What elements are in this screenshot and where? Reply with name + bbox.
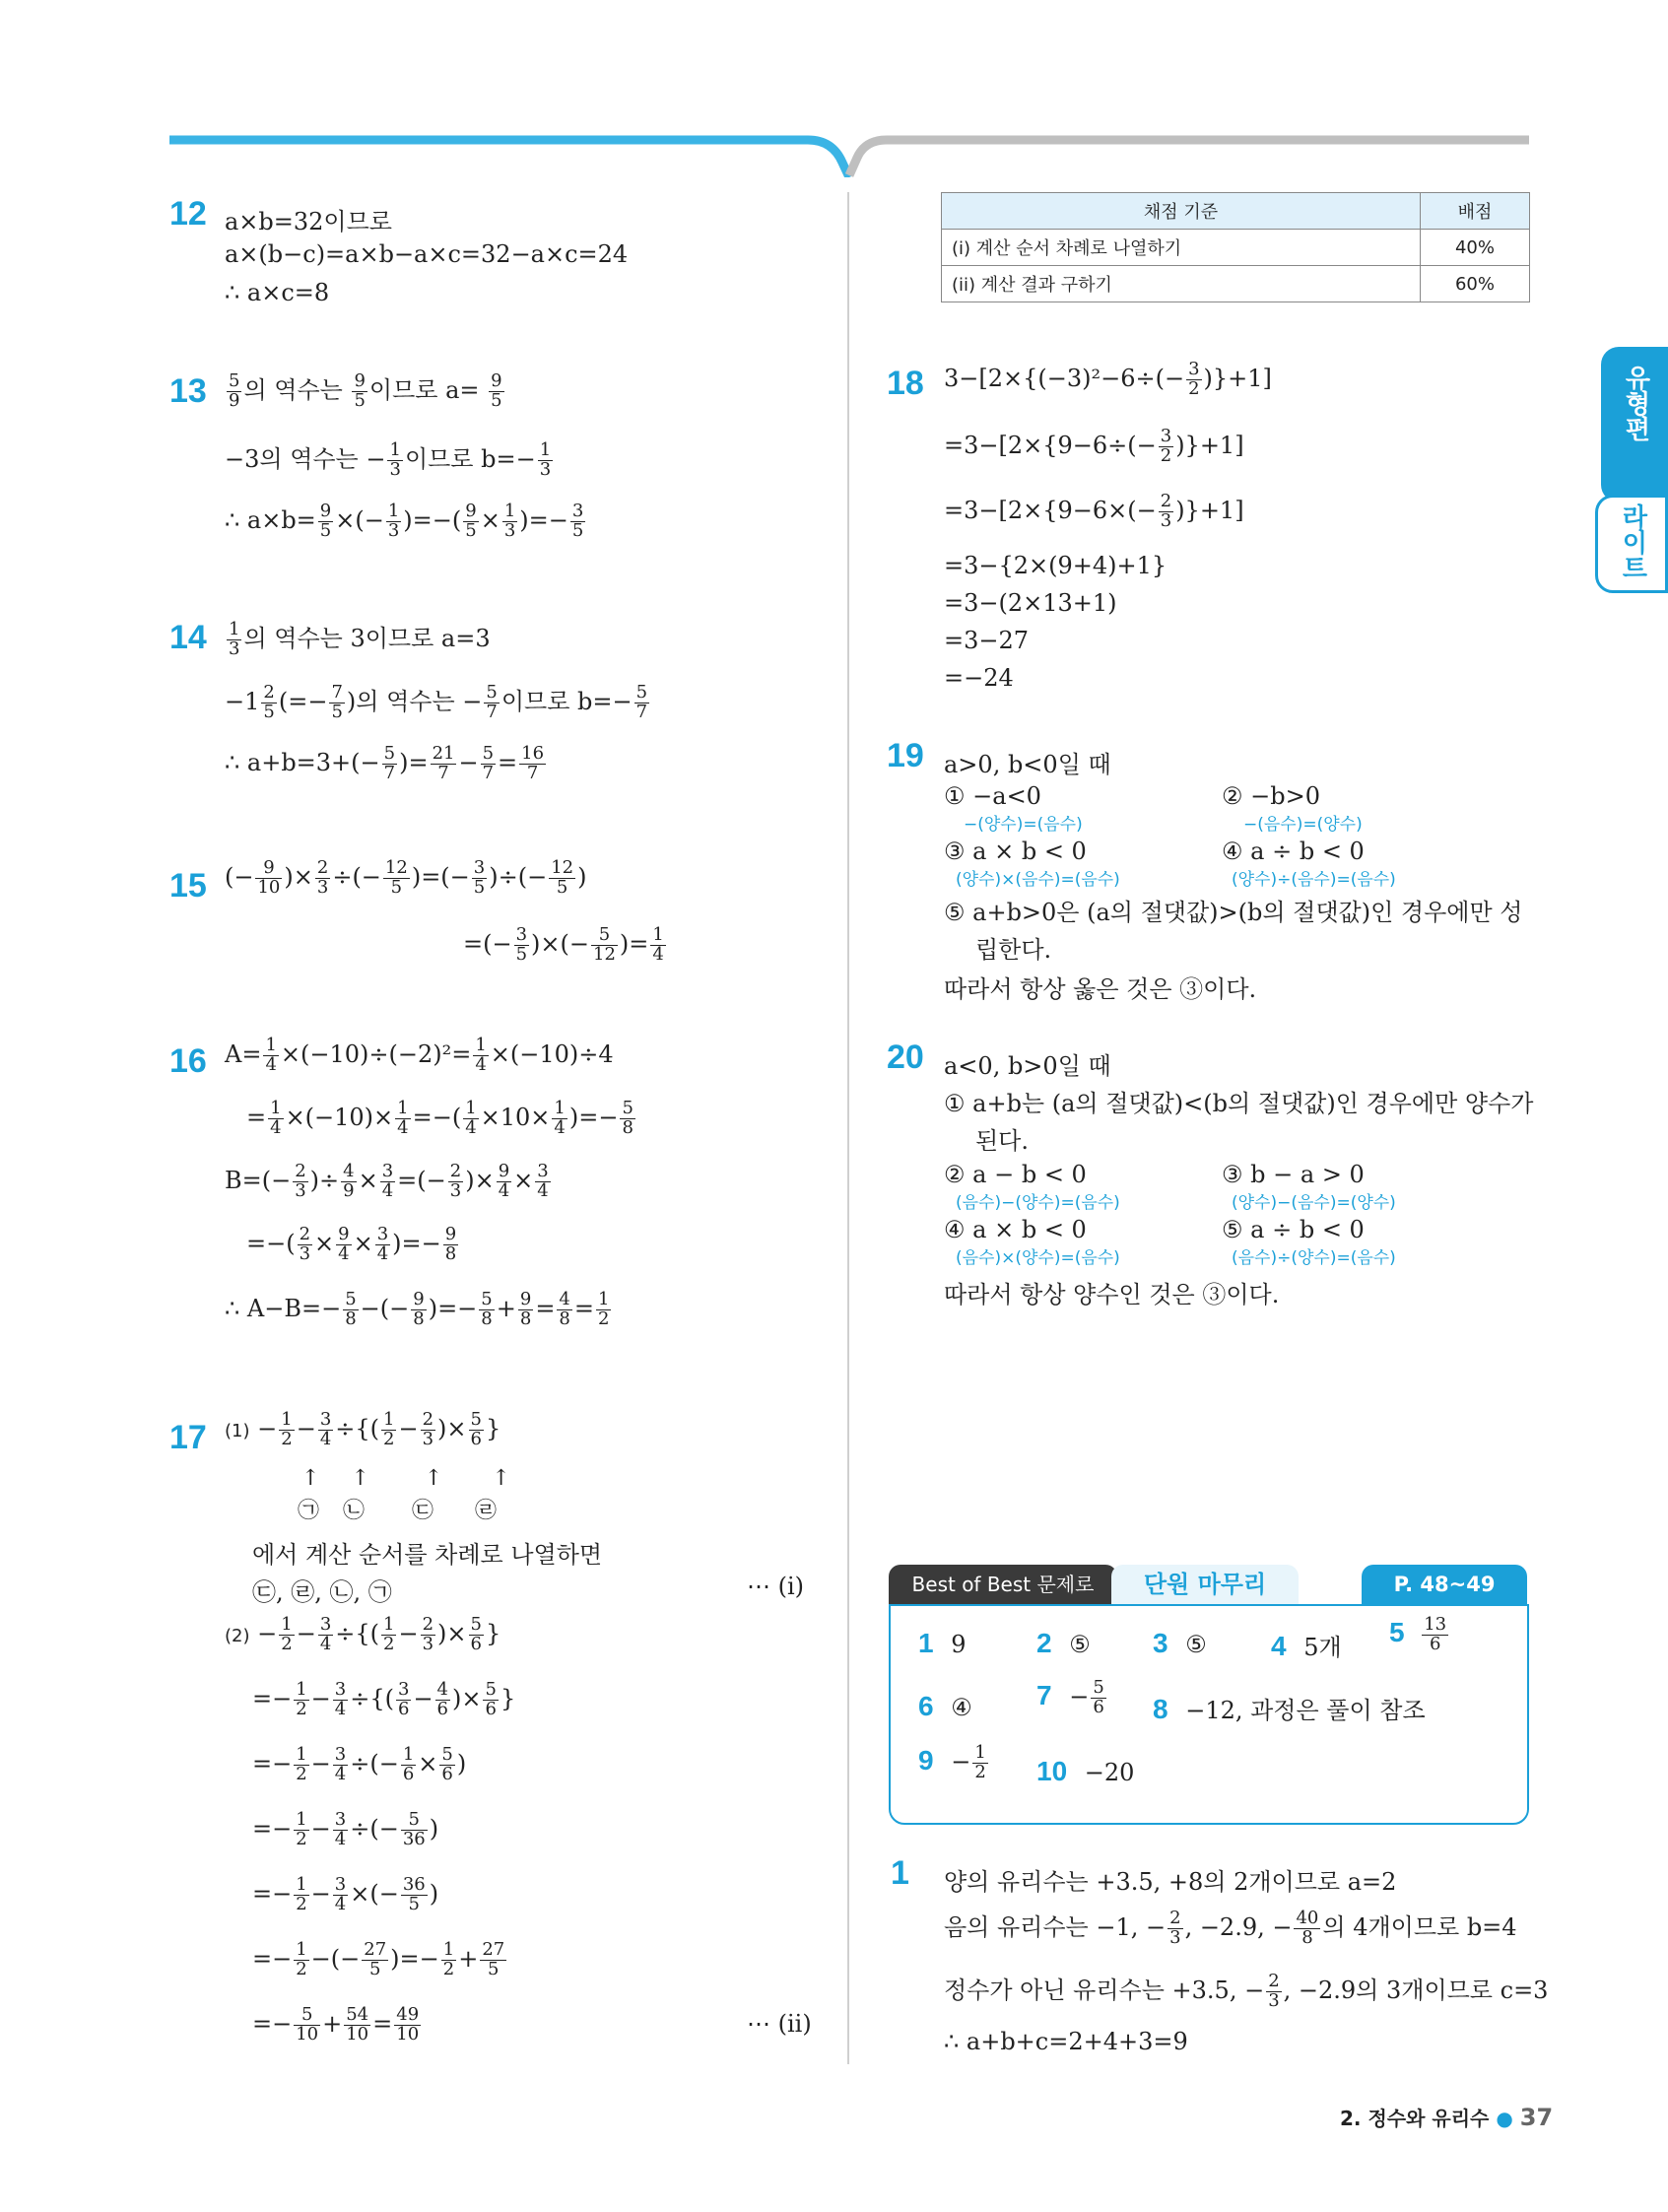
p17-labels: ㉠ ㉡ ㉢ ㉣ bbox=[298, 1499, 498, 1523]
p19-opt3-note: (양수)×(음수)=(음수) bbox=[956, 870, 1120, 890]
review-tab-best[interactable]: Best of Best 문제로 bbox=[889, 1565, 1117, 1604]
header-bar bbox=[0, 0, 1668, 177]
p19-opt1: ① −a<0 bbox=[944, 782, 1041, 810]
r1-line1: 양의 유리수는 +3.5, +8의 2개이므로 a=2 bbox=[944, 1868, 1397, 1896]
p16-line1: A= $\frac{1}{4}$ ×(−10)÷(−2)²= $\frac{1}{4}$ ×(−10)÷4 bbox=[225, 1035, 614, 1075]
answer-10: 10 −20 bbox=[1036, 1756, 1135, 1786]
p19-cond: a>0, b<0일 때 bbox=[944, 751, 1111, 778]
p19-opt4-note: (양수)÷(음수)=(음수) bbox=[1232, 870, 1396, 890]
answer-4: 4 5개 bbox=[1271, 1631, 1342, 1661]
answer-1: 1 9 bbox=[918, 1628, 967, 1658]
p19-opt4: ④ a ÷ b < 0 bbox=[1222, 838, 1365, 865]
p18-line1: 3−[2×{(−3)²−6÷(− $\frac{3}{2}$ )}+1] bbox=[944, 359, 1272, 399]
side-tab-type[interactable]: 유형편 bbox=[1601, 347, 1668, 503]
p18-line4: =3−{2×(9+4)+1} bbox=[944, 552, 1168, 579]
problem-number-15: 15 bbox=[169, 867, 207, 905]
problem-number-12: 12 bbox=[169, 195, 207, 233]
score-table bbox=[941, 192, 1530, 302]
problem-number-14: 14 bbox=[169, 619, 207, 656]
problem-number-16: 16 bbox=[169, 1042, 207, 1080]
p20-opt2-note: (음수)−(양수)=(음수) bbox=[956, 1193, 1120, 1213]
answer-6: 6 ④ bbox=[918, 1691, 972, 1721]
p16-line3: B=(− $\frac{2}{3}$ )÷ $\frac{4}{9}$ × $\frac{3}{4}$ =(− $\frac{2}{3}$ )× $\frac{9}{4}$ × $\frac{3}{4}$ bbox=[225, 1161, 549, 1201]
problem-number-17: 17 bbox=[169, 1419, 207, 1456]
p17-mark-i: ⋯ (i) bbox=[747, 1573, 805, 1600]
p17-step6: =− $\frac{5}{10}$ + $\frac{54}{10}$ = $\frac{49}{10}$ bbox=[252, 2004, 420, 2044]
p12-line2: a×(b−c)=a×b−a×c=32−a×c=24 bbox=[225, 240, 629, 268]
p17-step4: =− $\frac{1}{2}$ − $\frac{3}{4}$ ×(− $\frac{36}{5}$ ) bbox=[252, 1874, 439, 1914]
problem-number-18: 18 bbox=[887, 365, 924, 402]
p16-line4: =−( $\frac{2}{3}$ × $\frac{9}{4}$ × $\frac{3}{4}$ )=− $\frac{9}{8}$ bbox=[246, 1224, 457, 1264]
p19-opt5: ⑤ a+b>0은 (a의 절댓값)>(b의 절댓값)인 경우에만 성 bbox=[944, 899, 1523, 926]
review-pages: P. 48~49 bbox=[1362, 1565, 1527, 1604]
problem-number-20: 20 bbox=[887, 1039, 924, 1076]
p19-opt5-cont: 립한다. bbox=[975, 936, 1052, 964]
review-tab-unit[interactable]: 단원 마무리 bbox=[1111, 1565, 1299, 1604]
p20-opt4: ④ a × b < 0 bbox=[944, 1216, 1087, 1243]
p17-order: ㉢, ㉣, ㉡, ㉠ bbox=[252, 1578, 392, 1606]
score-row-1-criteria: (i) 계산 순서 차례로 나열하기 bbox=[942, 230, 1421, 266]
p14-line1: $\frac{1}{3}$ 의 역수는 3이므로 a=3 bbox=[229, 619, 491, 659]
p18-line6: =3−27 bbox=[944, 627, 1030, 654]
review-problem-number-1: 1 bbox=[891, 1854, 909, 1892]
p17-mark-ii: ⋯ (ii) bbox=[747, 2010, 812, 2038]
side-tab-light[interactable]: 라이트 bbox=[1595, 495, 1668, 593]
p20-opt4-note: (음수)×(양수)=(음수) bbox=[956, 1248, 1120, 1268]
p20-opt1-cont: 된다. bbox=[975, 1127, 1029, 1155]
p19-opt1-note: −(양수)=(음수) bbox=[964, 815, 1083, 835]
p13-line3: ∴ a×b= $\frac{9}{5}$ ×(− $\frac{1}{3}$ )=−( $\frac{9}{5}$ × $\frac{1}{3}$ )=− $\frac{3}{5}$ bbox=[225, 501, 584, 541]
r1-line4: ∴ a+b+c=2+4+3=9 bbox=[944, 2028, 1188, 2055]
column-divider bbox=[847, 192, 849, 2064]
p17-text: 에서 계산 순서를 차례로 나열하면 bbox=[252, 1541, 603, 1569]
p17-step1: =− $\frac{1}{2}$ − $\frac{3}{4}$ ÷{( $\frac{3}{6}$ − $\frac{4}{6}$ )× $\frac{5}{6}$ } bbox=[252, 1679, 516, 1719]
page-number: 37 bbox=[1519, 2104, 1554, 2131]
p18-line5: =3−(2×13+1) bbox=[944, 589, 1117, 617]
answer-8: 8 −12, 과정은 풀이 참조 bbox=[1153, 1694, 1426, 1724]
score-header-points: 배점 bbox=[1421, 193, 1530, 230]
p17-step3: =− $\frac{1}{2}$ − $\frac{3}{4}$ ÷(− $\frac{5}{36}$ ) bbox=[252, 1809, 439, 1849]
p20-opt2: ② a − b < 0 bbox=[944, 1161, 1087, 1188]
p12-line3: ∴ a×c=8 bbox=[225, 279, 330, 306]
p17-step5: =− $\frac{1}{2}$ −(− $\frac{27}{5}$ )=− $\frac{1}{2}$ + $\frac{27}{5}$ bbox=[252, 1939, 505, 1979]
score-header-criteria: 채점 기준 bbox=[942, 193, 1421, 230]
answer-7: 7 − $\frac{5}{6}$ bbox=[1036, 1677, 1104, 1717]
p18-line2: =3−[2×{9−6÷(− $\frac{3}{2}$ )}+1] bbox=[944, 426, 1244, 466]
p20-conclusion: 따라서 항상 양수인 것은 ③이다. bbox=[944, 1281, 1280, 1308]
review-header bbox=[889, 1565, 1527, 1608]
review-answer-box bbox=[889, 1604, 1529, 1825]
p20-opt5: ⑤ a ÷ b < 0 bbox=[1222, 1216, 1365, 1243]
r1-line2: 음의 유리수는 −1, − $\frac{2}{3}$ , −2.9, − $\frac{40}{8}$ 의 4개이므로 b=4 bbox=[944, 1908, 1517, 1948]
r1-line3: 정수가 아닌 유리수는 +3.5, − $\frac{2}{3}$ , −2.9의 3개이므로 c=3 bbox=[944, 1971, 1549, 2011]
p19-opt2: ② −b>0 bbox=[1222, 782, 1320, 810]
answer-9: 9 − $\frac{1}{2}$ bbox=[918, 1742, 986, 1782]
p20-cond: a<0, b>0일 때 bbox=[944, 1052, 1111, 1080]
p20-opt1: ① a+b는 (a의 절댓값)<(b의 절댓값)인 경우에만 양수가 bbox=[944, 1090, 1534, 1117]
answer-5: 5 $\frac{13}{6}$ bbox=[1389, 1614, 1447, 1654]
footer-chapter: 2. 정수와 유리수 ● 37 bbox=[1340, 2104, 1554, 2131]
p13-line2: −3의 역수는 − $\frac{1}{3}$ 이므로 b=− $\frac{1}{3}$ bbox=[225, 439, 552, 480]
p19-opt3: ③ a × b < 0 bbox=[944, 838, 1087, 865]
p15-line2: =(− $\frac{3}{5}$ )×(− $\frac{5}{12}$ )= $\frac{1}{4}$ bbox=[463, 924, 664, 965]
p17-step2: =− $\frac{1}{2}$ − $\frac{3}{4}$ ÷(− $\frac{1}{6}$ × $\frac{5}{6}$ ) bbox=[252, 1744, 467, 1784]
p18-line3: =3−[2×{9−6×(− $\frac{2}{3}$ )}+1] bbox=[944, 491, 1244, 531]
p19-opt2-note: −(음수)=(양수) bbox=[1243, 815, 1363, 835]
answer-2: 2 ⑤ bbox=[1036, 1628, 1091, 1658]
p18-line7: =−24 bbox=[944, 664, 1014, 692]
p15-line1: (− $\frac{9}{10}$ )× $\frac{2}{3}$ ÷(− $\frac{12}{5}$ )=(− $\frac{3}{5}$ )÷(− $\frac{12}{5}$ ) bbox=[225, 857, 587, 898]
answer-3: 3 ⑤ bbox=[1153, 1628, 1207, 1658]
p19-conclusion: 따라서 항상 옳은 것은 ③이다. bbox=[944, 975, 1257, 1003]
p20-opt3: ③ b − a > 0 bbox=[1222, 1161, 1365, 1188]
p17-expr1: (1) − $\frac{1}{2}$ − $\frac{3}{4}$ ÷{( $\frac{1}{2}$ − $\frac{2}{3}$ )× $\frac{5}{6}$ } bbox=[225, 1409, 501, 1449]
p16-line2: = $\frac{1}{4}$ ×(−10)× $\frac{1}{4}$ =−( $\frac{1}{4}$ ×10× $\frac{1}{4}$ )=− $\frac{5}{8}$ bbox=[246, 1098, 634, 1138]
p20-opt5-note: (음수)÷(양수)=(음수) bbox=[1232, 1248, 1396, 1268]
problem-number-19: 19 bbox=[887, 737, 924, 774]
p14-line2: −1 $\frac{2}{5}$ (=− $\frac{7}{5}$ )의 역수는 − $\frac{5}{7}$ 이므로 b=− $\frac{5}{7}$ bbox=[225, 682, 648, 722]
score-row-2-points: 60% bbox=[1421, 266, 1530, 302]
score-row-1-points: 40% bbox=[1421, 230, 1530, 266]
p12-line1: a×b=32이므로 bbox=[225, 208, 392, 235]
p16-line5: ∴ A−B=− $\frac{5}{8}$ −(− $\frac{9}{8}$ )=− $\frac{5}{8}$ + $\frac{9}{8}$ = $\frac{4}{8}$ = $\frac{1}{2}$ bbox=[225, 1289, 610, 1329]
score-row-2-criteria: (ii) 계산 결과 구하기 bbox=[942, 266, 1421, 302]
p17-expr2: (2) − $\frac{1}{2}$ − $\frac{3}{4}$ ÷{( $\frac{1}{2}$ − $\frac{2}{3}$ )× $\frac{5}{6}$ } bbox=[225, 1614, 501, 1654]
p14-line3: ∴ a+b=3+(− $\frac{5}{7}$ )= $\frac{21}{7}$ − $\frac{5}{7}$ = $\frac{16}{7}$ bbox=[225, 743, 545, 783]
p20-opt3-note: (양수)−(음수)=(양수) bbox=[1232, 1193, 1396, 1213]
p17-arrows: ↑ ↑ ↑ ↑ bbox=[301, 1466, 510, 1491]
p13-line1: $\frac{5}{9}$ 의 역수는 $\frac{9}{5}$ 이므로 a= $\frac{9}{5}$ bbox=[229, 370, 502, 411]
problem-number-13: 13 bbox=[169, 372, 207, 410]
